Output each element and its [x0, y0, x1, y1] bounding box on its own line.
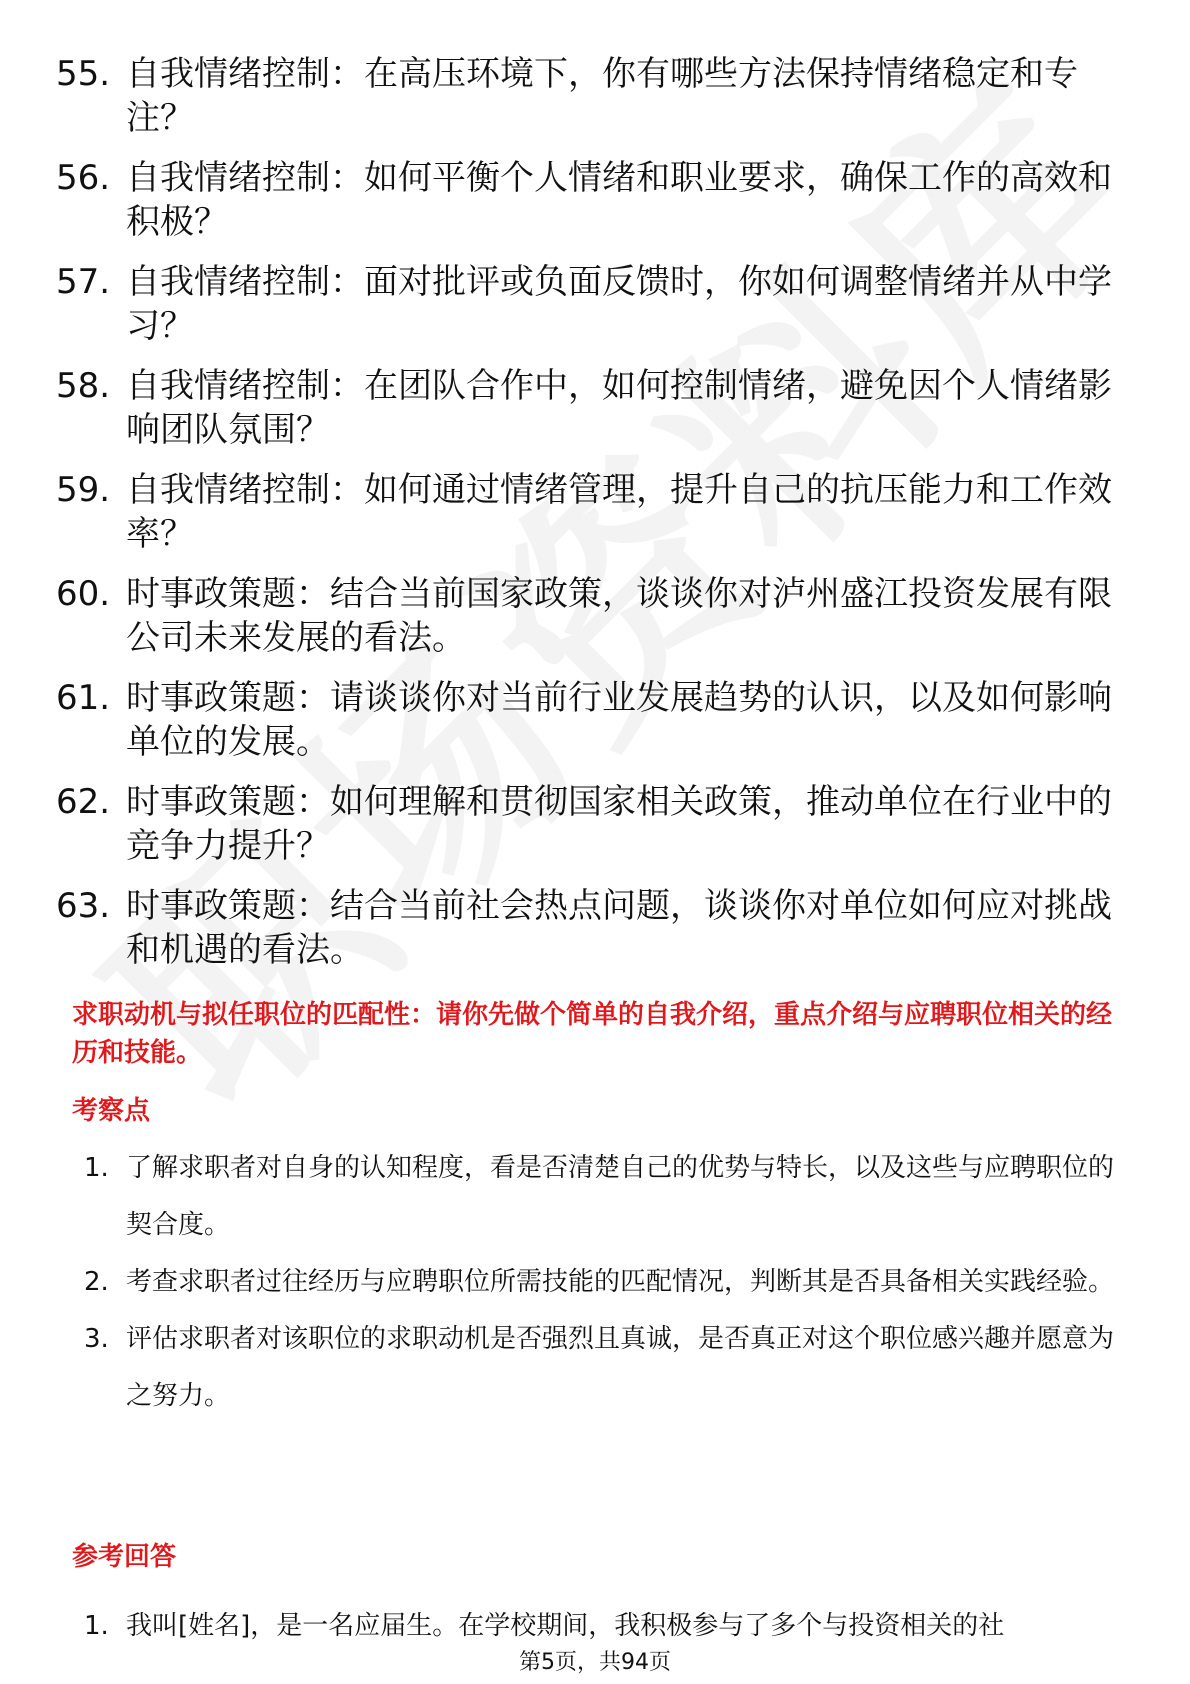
question-number: 62. [56, 782, 111, 822]
question-number: 63. [56, 886, 111, 926]
question-text: 时事政策题：请谈谈你对当前行业发展趋势的认识，以及如何影响单位的发展。 [126, 678, 1112, 762]
question-text: 自我情绪控制：如何通过情绪管理，提升自己的抗压能力和工作效率？ [126, 470, 1112, 554]
question-text: 自我情绪控制：在团队合作中，如何控制情绪，避免因个人情绪影响团队氛围？ [126, 366, 1112, 450]
question-text: 时事政策题：结合当前国家政策，谈谈你对泸州盛江投资发展有限公司未来发展的看法。 [126, 574, 1112, 658]
question-item [56, 52, 1126, 140]
point-number: 2. [84, 1267, 109, 1297]
question-item [56, 364, 1126, 452]
answer-heading: 参考回答 [72, 1542, 177, 1572]
points-list [84, 1140, 1124, 1425]
point-text: 考查求职者过往经历与应聘职位所需技能的匹配情况，判断其是否具备相关实践经验。 [126, 1267, 1115, 1297]
point-number: 3. [84, 1324, 109, 1354]
question-number: 56. [56, 158, 111, 198]
question-text: 自我情绪控制：在高压环境下，你有哪些方法保持情绪稳定和专注？ [126, 54, 1078, 138]
question-text: 自我情绪控制：面对批评或负面反馈时，你如何调整情绪并从中学习？ [126, 262, 1112, 346]
question-text: 时事政策题：结合当前社会热点问题，谈谈你对单位如何应对挑战和机遇的看法。 [126, 886, 1112, 970]
point-text: 评估求职者对该职位的求职动机是否强烈且真诚，是否真正对这个职位感兴趣并愿意为之努力。 [126, 1324, 1115, 1411]
points-heading: 考察点 [72, 1096, 151, 1126]
question-number: 55. [56, 54, 111, 94]
answer-text: 我叫[姓名]，是一名应届生。在学校期间，我积极参与了多个与投资相关的社 [126, 1611, 1005, 1641]
question-item [56, 260, 1126, 348]
question-item [56, 468, 1126, 556]
question-text: 自我情绪控制：如何平衡个人情绪和职业要求，确保工作的高效和积极？ [126, 158, 1112, 242]
question-item [56, 884, 1126, 972]
question-number: 61. [56, 678, 111, 718]
point-item [84, 1254, 1124, 1311]
answer-item [84, 1604, 1124, 1648]
question-item [56, 780, 1126, 868]
question-number: 58. [56, 366, 111, 406]
point-item [84, 1140, 1124, 1254]
point-item [84, 1311, 1124, 1425]
question-list [56, 52, 1126, 988]
section-heading: 求职动机与拟任职位的匹配性：请你先做个简单的自我介绍，重点介绍与应聘职位相关的经历和技能。 [72, 1000, 1113, 1068]
page-footer: 第5页，共94页 [0, 1648, 1190, 1678]
question-number: 59. [56, 470, 111, 510]
question-item [56, 676, 1126, 764]
question-number: 60. [56, 574, 111, 614]
question-text: 时事政策题：如何理解和贯彻国家相关政策，推动单位在行业中的竞争力提升？ [126, 782, 1112, 866]
question-number: 57. [56, 262, 111, 302]
question-item [56, 572, 1126, 660]
point-text: 了解求职者对自身的认知程度，看是否清楚自己的优势与特长，以及这些与应聘职位的契合度。 [126, 1153, 1115, 1240]
point-number: 1. [84, 1153, 109, 1183]
answer-number: 1. [84, 1611, 109, 1641]
question-item [56, 156, 1126, 244]
